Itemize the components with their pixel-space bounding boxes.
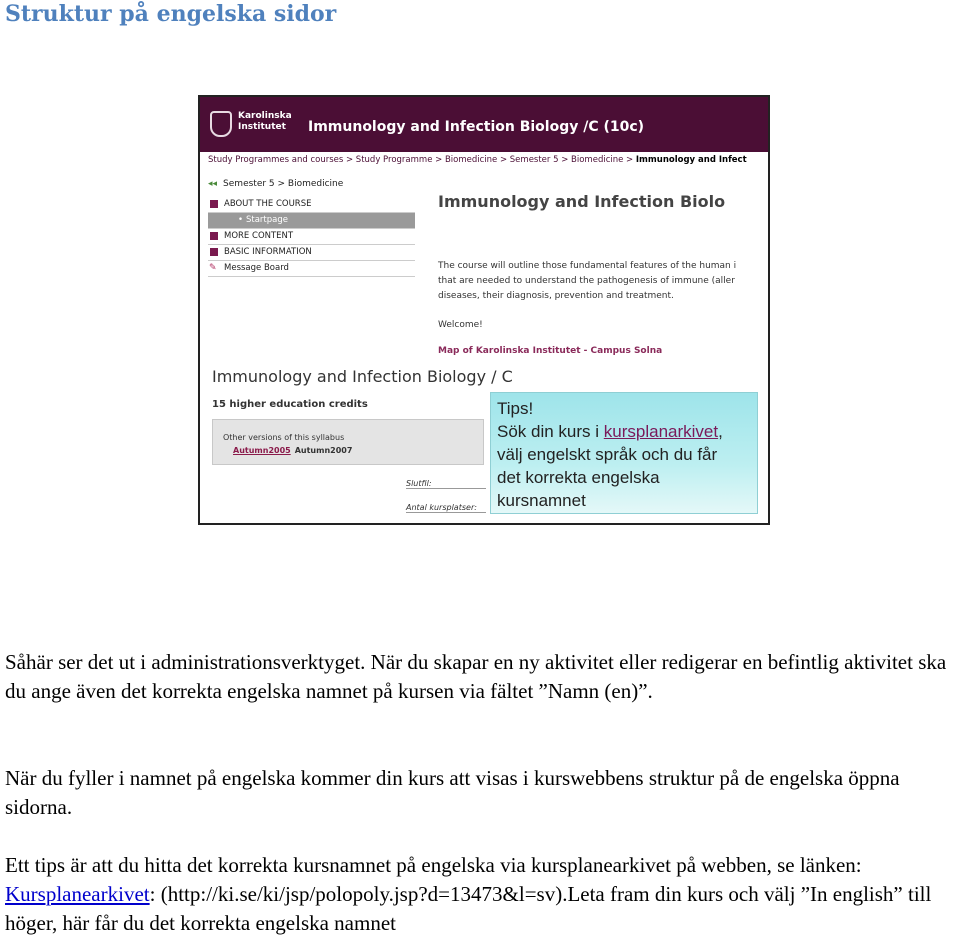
tips-title: Tips!: [497, 399, 534, 418]
form-label: Slutfil:: [406, 479, 486, 489]
ki-logo: [210, 109, 295, 141]
page-heading: Struktur på engelska sidor: [5, 1, 337, 27]
syllabus-title: Immunology and Infection Biology / C: [212, 367, 513, 386]
nav-item-startpage[interactable]: [208, 213, 415, 229]
form-label: Antal kursplatser:: [406, 503, 486, 513]
paragraph-tip: [5, 851, 960, 938]
paragraph-text: Ett tips är att du hitta det korrekta kursnamnet på engelska via kursplanearkivet på webben, se länken:: [5, 853, 862, 877]
description-line: that are needed to understand the pathogenesis of immune (aller: [438, 276, 735, 286]
version-link[interactable]: Autumn2005: [233, 446, 291, 455]
kursplanarkivet-link[interactable]: kursplanarkivet: [603, 422, 719, 441]
back-arrow-icon: ◂◂: [208, 179, 218, 189]
back-link[interactable]: [208, 179, 415, 197]
nav-item-message-board[interactable]: [208, 261, 415, 277]
tips-text: Sök din kurs i: [497, 422, 604, 441]
tips-line: det korrekta engelska: [497, 468, 660, 487]
back-link-label: Semester 5 > Biomedicine: [223, 179, 344, 189]
syllabus-versions-box: [212, 419, 484, 465]
tips-callout: [490, 392, 758, 514]
square-bullet-icon: [210, 248, 218, 256]
breadcrumb-path[interactable]: Study Programmes and courses > Study Programme > Biomedicine > Semester 5 > Biomedicine >: [208, 155, 636, 165]
pin-icon: ✎: [209, 263, 217, 273]
tips-line: [497, 420, 751, 443]
course-title: Immunology and Infection Biolo: [438, 192, 726, 211]
ki-logo-text: Karolinska Institutet: [238, 111, 292, 132]
version-current: Autumn2007: [294, 446, 353, 455]
course-header-title: Immunology and Infection Biology /C (10c): [308, 119, 645, 135]
nav-item-more-content[interactable]: [208, 229, 415, 245]
paragraph-text: : (http://ki.se/ki/jsp/polopoly.jsp?d=13473&l=sv).Leta fram din kurs och välj ”In english” till höger, här får du det korrekta engelska namnet: [5, 882, 932, 935]
nav-item-label: BASIC INFORMATION: [224, 247, 312, 257]
ki-header: [200, 97, 768, 152]
description-line: diseases, their diagnosis, prevention and treatment.: [438, 291, 674, 301]
square-bullet-icon: [210, 200, 218, 208]
nav-item-label: Message Board: [224, 263, 289, 273]
nav-item-label: Startpage: [246, 215, 288, 225]
nav-item-label: ABOUT THE COURSE: [224, 199, 312, 209]
paragraph-intro: Såhär ser det ut i administrationsverktyget. När du skapar en ny aktivitet eller redigerar en befintlig aktivitet ska du ange även det korrekta engelska namnet på kursen via fältet ”Namn (en)”.: [5, 650, 947, 703]
welcome-text: Welcome!: [438, 320, 483, 330]
map-link[interactable]: Map of Karolinska Institutet - Campus Solna: [438, 346, 663, 356]
tips-text: ,: [718, 422, 723, 441]
nav-item-basic-info[interactable]: [208, 245, 415, 261]
square-bullet-icon: [210, 232, 218, 240]
nav-item-about[interactable]: [208, 197, 415, 213]
kursplanearkivet-link[interactable]: Kursplanearkivet: [5, 882, 150, 906]
description-line: The course will outline those fundamental features of the human i: [438, 261, 737, 271]
left-nav: [208, 179, 415, 277]
tips-line: välj engelskt språk och du får: [497, 445, 718, 464]
version-links: [233, 446, 352, 455]
nav-item-label: MORE CONTENT: [224, 231, 294, 241]
paragraph-english-name: När du fyller i namnet på engelska kommer din kurs att visas i kurswebbens struktur på de engelska öppna sidorna.: [5, 766, 900, 819]
breadcrumb-current: Immunology and Infect: [635, 155, 747, 165]
ki-emblem-icon: [210, 111, 232, 137]
other-versions-label: Other versions of this syllabus: [223, 433, 345, 442]
bullet-icon: •: [238, 215, 244, 225]
syllabus-credits: 15 higher education credits: [212, 399, 368, 410]
breadcrumb[interactable]: [208, 155, 747, 165]
tips-line: kursnamnet: [497, 491, 586, 510]
course-description: [438, 259, 736, 304]
